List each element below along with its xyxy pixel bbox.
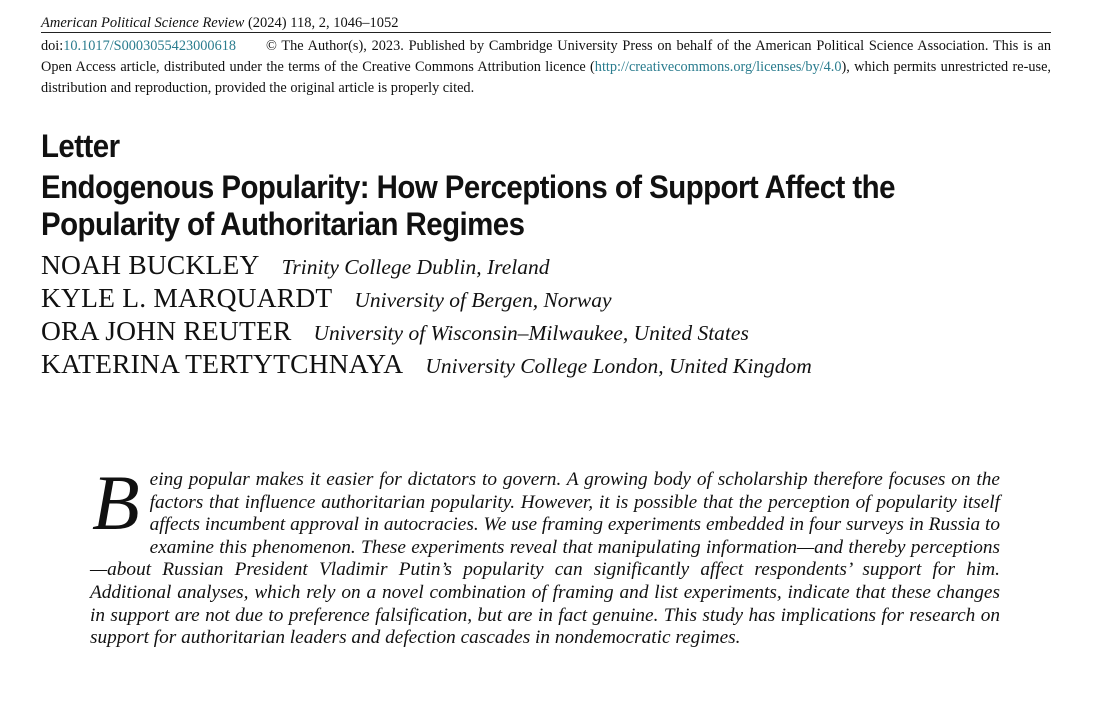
author-affiliation: Trinity College Dublin, Ireland [281, 255, 550, 279]
journal-citation: (2024) 118, 2, 1046–1052 [244, 15, 399, 31]
abstract-text: eing popular makes it easier for dictators to govern. A growing body of scholarship therefore focuses on the factors that influence authoritarian popularity. However, it is possible that the perception of popularity itself affects incumbent approval in autocracies. We use framing experiments embedded in four surveys in Russia to examine this phenomenon. These experiments reveal that manipulating information—and thereby perceptions—about Russian President Vladimir Putin’s popularity can significantly affect respondents’ support for him. Additional analyses, which rely on a novel combination of framing and list experiments, indicate that these changes in support are not due to preference falsification, but are in fact genuine. This study has implications for research on support for authoritarian leaders and defection cascades in nondemocratic regimes. [90, 469, 1000, 649]
journal-header [41, 14, 1051, 33]
author-list [41, 248, 1051, 380]
copyright-text: © The Author(s), 2023. Published by Cambridge University Press on behalf of the American Political Science Association. This is an Open Access article, distributed under the terms of the Creative Commons Attribution licence ( [41, 38, 1051, 75]
article-type-label: Letter [41, 128, 120, 164]
author-row [41, 314, 1051, 347]
copyright-notice [41, 36, 1051, 99]
author-name: NOAH BUCKLEY [41, 249, 260, 280]
author-name: KATERINA TERTYTCHNAYA [41, 348, 404, 379]
copyright-text-end: ), which permits unrestricted re-use, distribution and reproduction, provided the original article is properly cited. [41, 59, 1051, 96]
author-affiliation: University of Wisconsin–Milwaukee, United States [313, 321, 749, 345]
license-link[interactable]: http://creativecommons.org/licenses/by/4.0 [594, 59, 842, 75]
author-name: KYLE L. MARQUARDT [41, 282, 333, 313]
doi-link[interactable]: 10.1017/S0003055423000618 [63, 38, 237, 54]
abstract-drop-cap: B [92, 459, 140, 546]
author-affiliation: University College London, United Kingdom [425, 354, 812, 378]
author-affiliation: University of Bergen, Norway [354, 288, 612, 312]
author-row [41, 248, 1051, 281]
article-front-page [41, 14, 1051, 380]
author-name: ORA JOHN REUTER [41, 315, 292, 346]
author-row [41, 347, 1051, 380]
article-title: Endogenous Popularity: How Perceptions of Support Affect the Popularity of Authoritarian Regimes [41, 169, 895, 242]
doi-prefix: doi: [41, 38, 64, 54]
journal-title: American Political Science Review [41, 15, 245, 31]
abstract [90, 459, 1000, 650]
author-row [41, 281, 1051, 314]
